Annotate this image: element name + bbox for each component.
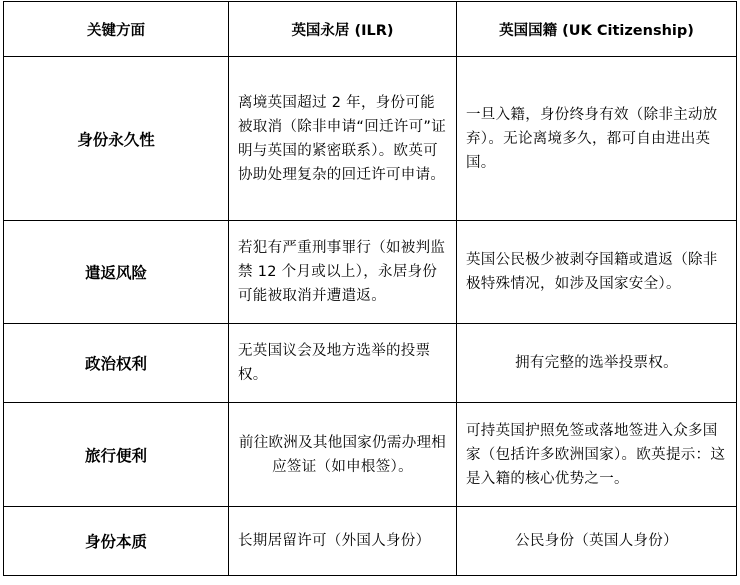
aspect-cell: 政治权利 xyxy=(4,324,229,403)
citizenship-cell: 一旦入籍，身份终身有效（除非主动放弃）。无论离境多久，都可自由进出英国。 xyxy=(457,57,737,221)
citizenship-cell: 可持英国护照免签或落地签进入众多国家（包括许多欧洲国家）。欧英提示：这是入籍的核心优势之一。 xyxy=(457,403,737,507)
ilr-cell: 无英国议会及地方选举的投票权。 xyxy=(229,324,457,403)
aspect-cell: 身份永久性 xyxy=(4,57,229,221)
ilr-cell: 离境英国超过 2 年，身份可能被取消（除非申请“回迁许可”证明与英国的紧密联系）。欧英可协助处理复杂的回迁许可申请。 xyxy=(229,57,457,221)
table-row xyxy=(4,324,737,403)
ilr-cell: 长期居留许可（外国人身份） xyxy=(229,507,457,576)
header-aspect: 关键方面 xyxy=(4,2,229,57)
citizenship-cell: 拥有完整的选举投票权。 xyxy=(457,324,737,403)
table-row xyxy=(4,57,737,221)
citizenship-cell: 英国公民极少被剥夺国籍或遣返（除非极特殊情况，如涉及国家安全）。 xyxy=(457,221,737,324)
aspect-cell: 身份本质 xyxy=(4,507,229,576)
table-row xyxy=(4,221,737,324)
table-row xyxy=(4,507,737,576)
aspect-cell: 遣返风险 xyxy=(4,221,229,324)
table-row xyxy=(4,403,737,507)
citizenship-cell: 公民身份（英国人身份） xyxy=(457,507,737,576)
header-ilr: 英国永居 (ILR) xyxy=(229,2,457,57)
header-citizenship: 英国国籍 (UK Citizenship) xyxy=(457,2,737,57)
ilr-cell: 前往欧洲及其他国家仍需办理相应签证（如申根签）。 xyxy=(229,403,457,507)
comparison-table xyxy=(3,1,737,576)
header-row xyxy=(4,2,737,57)
aspect-cell: 旅行便利 xyxy=(4,403,229,507)
ilr-cell: 若犯有严重刑事罪行（如被判监禁 12 个月或以上），永居身份可能被取消并遭遣返。 xyxy=(229,221,457,324)
